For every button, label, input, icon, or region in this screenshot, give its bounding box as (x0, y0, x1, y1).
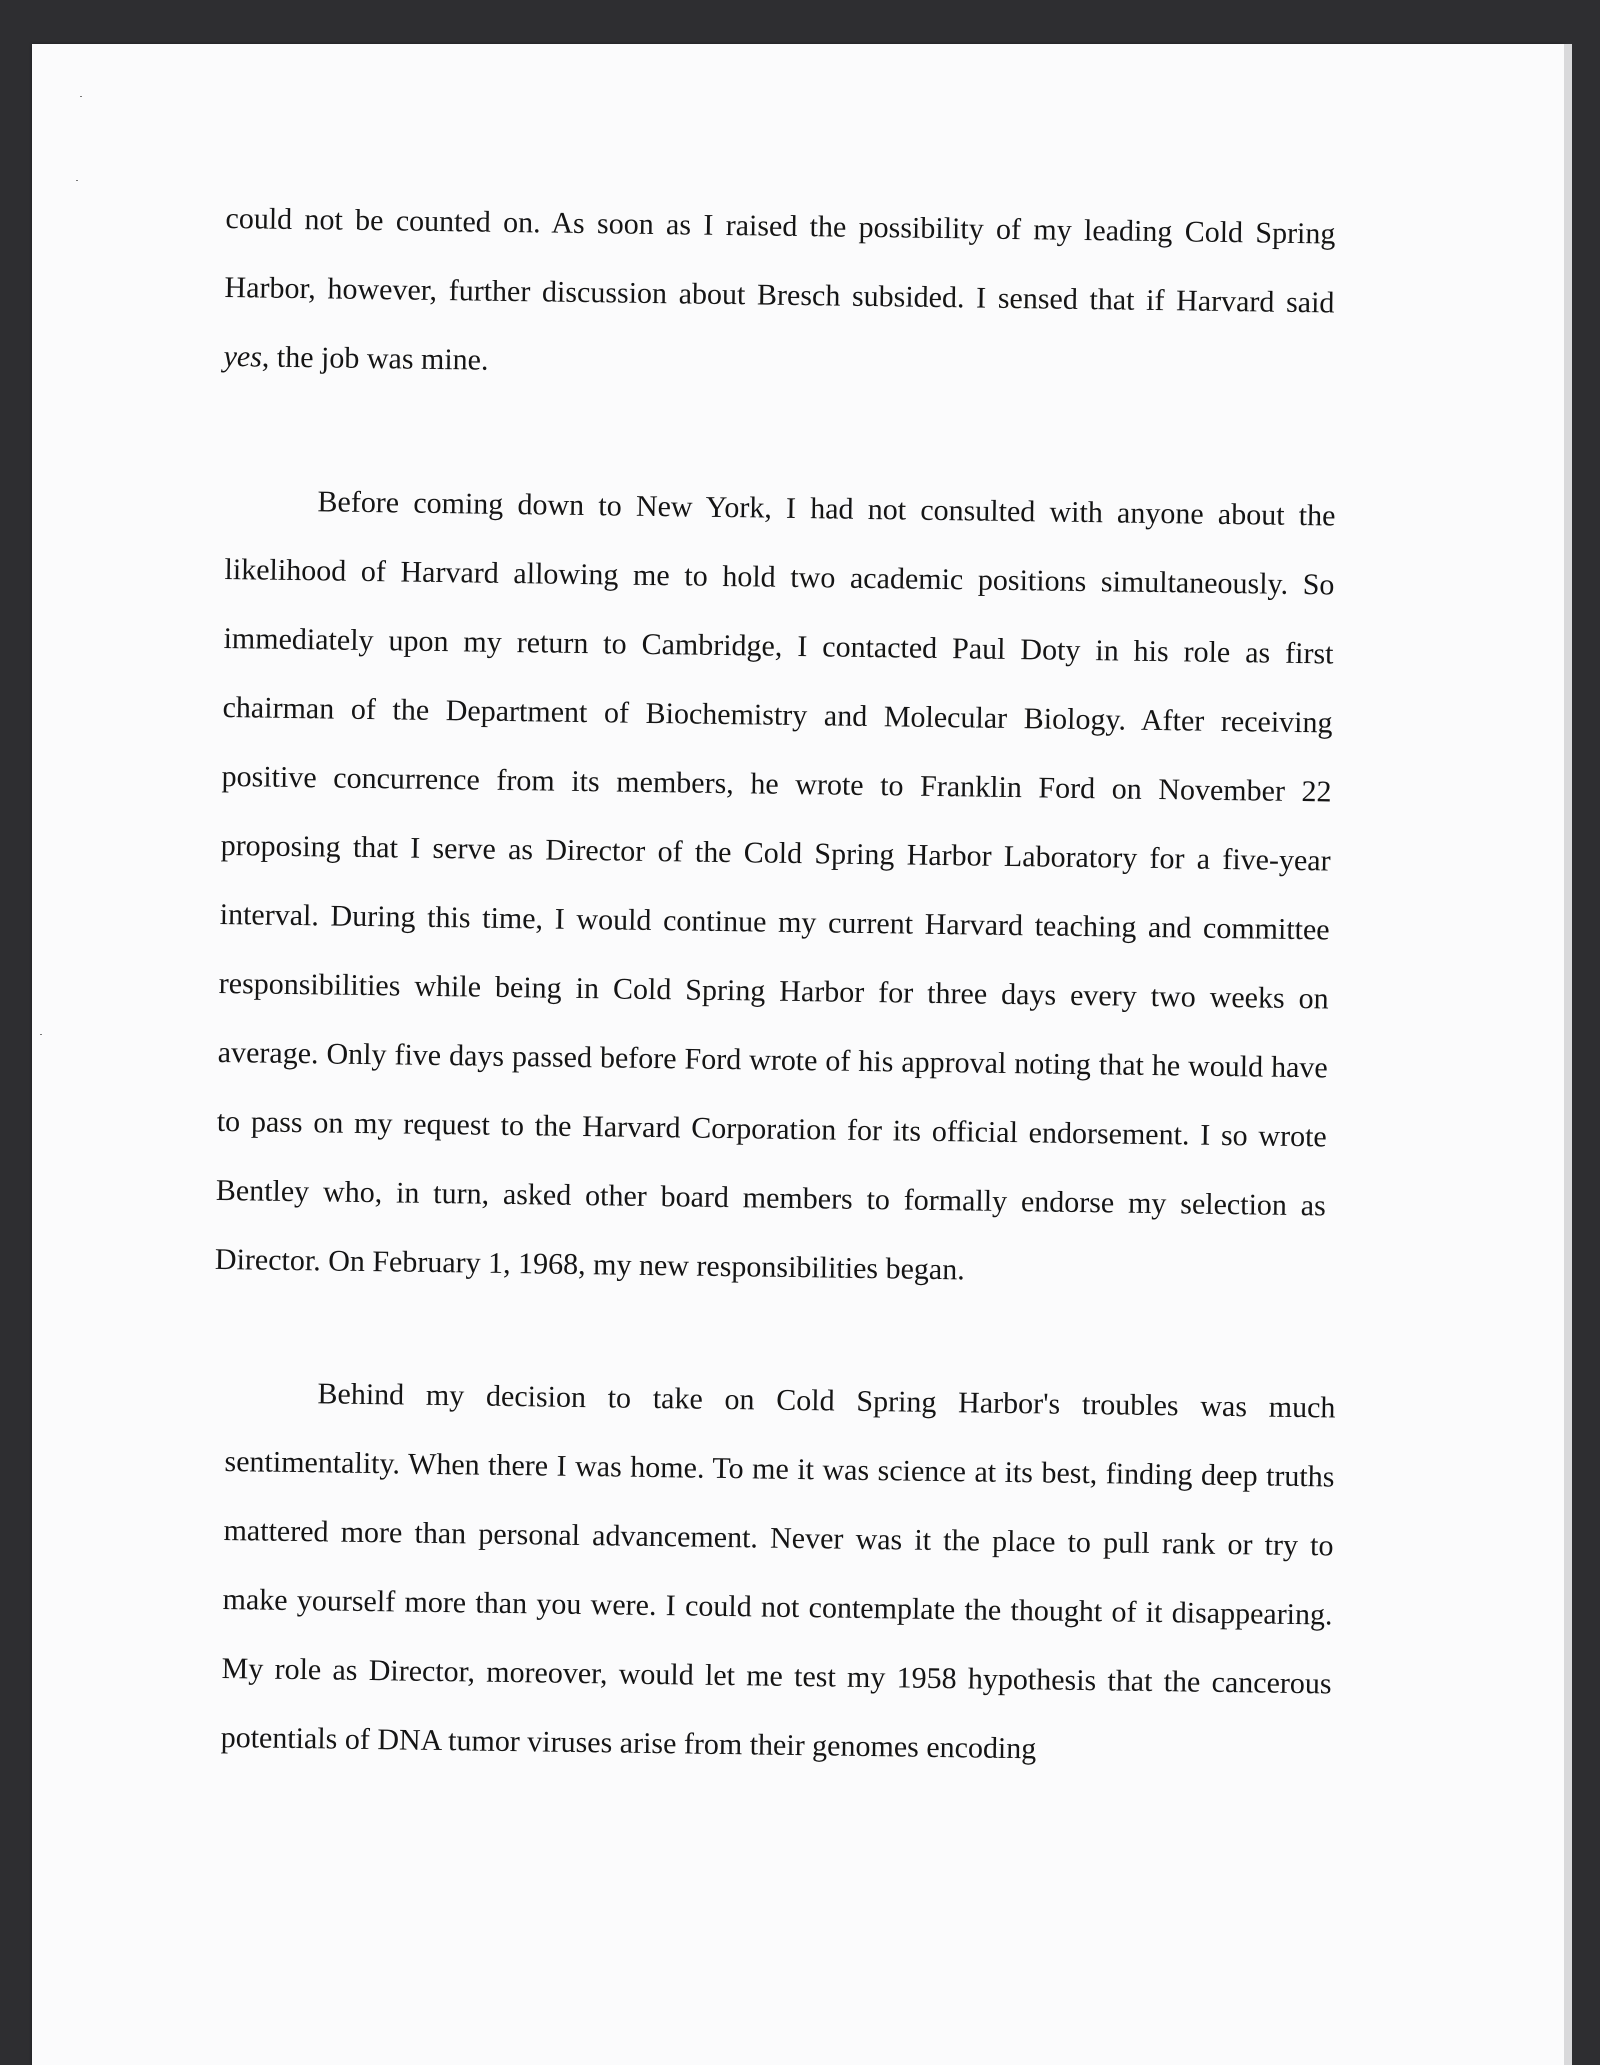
paragraph-indent (225, 510, 317, 511)
paragraph-text (220, 1358, 1336, 1787)
paper-speck (76, 180, 78, 181)
paragraph-2-text: Before coming down to New York, I had not consulted with anyone about the likelihood of Harvard allowing me to hold two academic positions simultaneously. So immediately upon my return to Cambridge, I contacted Paul Doty in his role as first chairman of the Department of Biochemistry and Molecular Biology. After receiving positive concurrence from its members, he wrote to Franklin Ford on November 22 proposing that I serve as Director of the Cold Spring Harbor Laboratory for a five-year interval. During this time, I would continue my current Harvard teaching and committee responsibilities while being in Cold Spring Harbor for three days every two weeks on average. Only five days passed before Ford wrote of his approval noting that he would have to pass on my request to the Harvard Corporation for its official endorsement. I so wrote Bentley who, in turn, asked other board members to formally endorse my selection as Director. On February 1, 1968, my new responsibilities began. (214, 485, 1336, 1287)
paragraph-1-italic-word: yes (223, 339, 263, 374)
paragraph-1-text-a: could not be counted on. As soon as I raised the possibility of my leading Cold Spring Harbor, however, further discussion about Bresch subsided. I sensed that if Harvard said (224, 201, 1336, 320)
paragraph-text (223, 184, 1336, 406)
paragraph-1 (223, 184, 1336, 406)
paragraph-3 (220, 1358, 1336, 1787)
paragraph-1-text-b: , the job was mine. (261, 340, 489, 377)
paragraph-2 (214, 466, 1335, 1309)
paper-speck (40, 1034, 42, 1035)
paragraph-text (214, 466, 1335, 1309)
page-edge (1564, 44, 1572, 2065)
paper-speck (80, 96, 82, 97)
paragraph-3-text: Behind my decision to take on Cold Spring Harbor's troubles was much sentimentality. When there I was home. To me it was science at its best, finding deep truths mattered more than personal advancement. Never was it the place to pull rank or try to make yourself more than you were. I could not contemplate the thought of it disappearing. My role as Director, moreover, would let me test my 1958 hypothesis that the cancerous potentials of DNA tumor viruses arise from their genomes encoding (220, 1377, 1336, 1766)
paragraph-indent (225, 1402, 317, 1403)
